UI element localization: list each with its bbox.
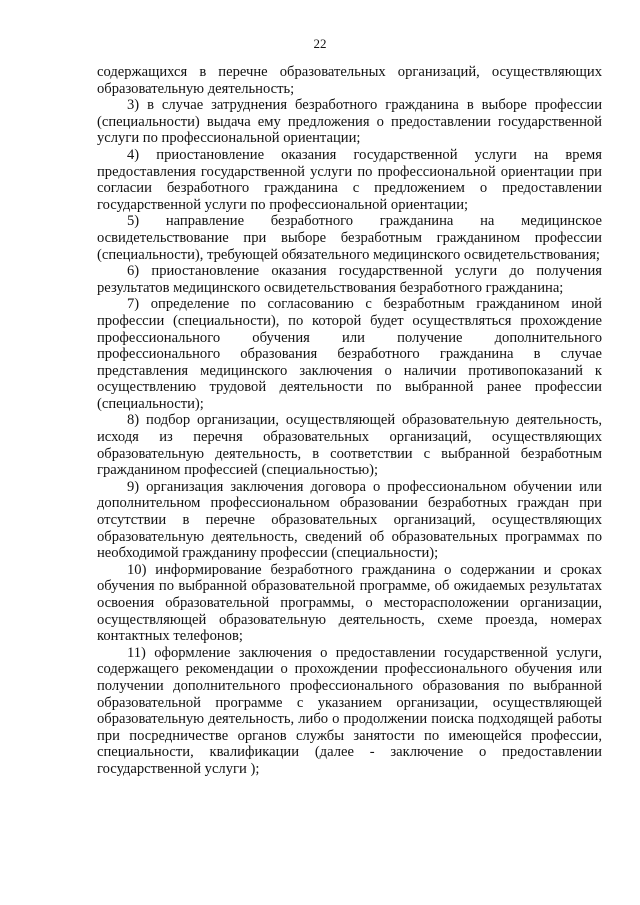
- paragraph-item-4: 4) приостановление оказания государственной услуги на время предоставления государственной услуги по профессиональной ориентации при согласии безработного гражданина с предложением о предоставлении государственной услуги по профессиональной ориентации;: [97, 146, 602, 213]
- paragraph-continuation: содержащихся в перечне образовательных организаций, осуществляющих образовательную деятельность;: [97, 64, 602, 97]
- paragraph-item-9: 9) организация заключения договора о профессиональном обучении или дополнительном профессиональном образовании безработных граждан при отсутствии в перечне образовательных организаций, осуществляющих образовательную деятельность, сведений об образовательных программах по необходимой гражданину профессии (специальности);: [97, 478, 602, 562]
- paragraph-item-3: 3) в случае затруднения безработного гражданина в выборе профессии (специальности) выдача ему предложения о предоставлении государственной услуги по профессиональной ориентации;: [97, 97, 602, 147]
- paragraph-item-8: 8) подбор организации, осуществляющей образовательную деятельность, исходя из перечня образовательных организаций, осуществляющих образовательную деятельность, в соответствии с выбранной безработным гражданином профессией (специальностью);: [97, 412, 602, 479]
- paragraph-item-7: 7) определение по согласованию с безработным гражданином иной профессии (специальности), по которой будет осуществляться прохождение профессионального обучения или получение дополнительного профессионального образования безработного гражданина в случае представления медицинского заключения о наличии противопоказаний к осуществлению трудовой деятельности по выбранной ранее профессии (специальности);: [97, 296, 602, 412]
- paragraph-item-10: 10) информирование безработного гражданина о содержании и сроках обучения по выбранной образовательной программе, об ожидаемых результатах освоения образовательной программы, о месторасположении организации, осуществляющей образовательную деятельность, схеме проезда, номерах контактных телефонов;: [97, 561, 602, 645]
- document-body: [97, 64, 602, 778]
- paragraph-item-11: 11) оформление заключения о предоставлении государственной услуги, содержащего рекомендации о прохождении профессионального обучения или получении дополнительного профессионального образования по выбранной образовательной программе с указанием организации, осуществляющей образовательную деятельность, либо о продолжении поиска подходящей работы при посредничестве органов службы занятости по имеющейся профессии, специальности, квалификации (далее - заключение о предоставлении государственной услуги );: [97, 644, 602, 777]
- paragraph-item-5: 5) направление безработного гражданина на медицинское освидетельствование при выборе безработным гражданином профессии (специальности), требующей обязательного медицинского освидетельствования;: [97, 213, 602, 263]
- paragraph-item-6: 6) приостановление оказания государственной услуги до получения результатов медицинского освидетельствования безработного гражданина;: [97, 263, 602, 296]
- page-number: 22: [313, 36, 327, 51]
